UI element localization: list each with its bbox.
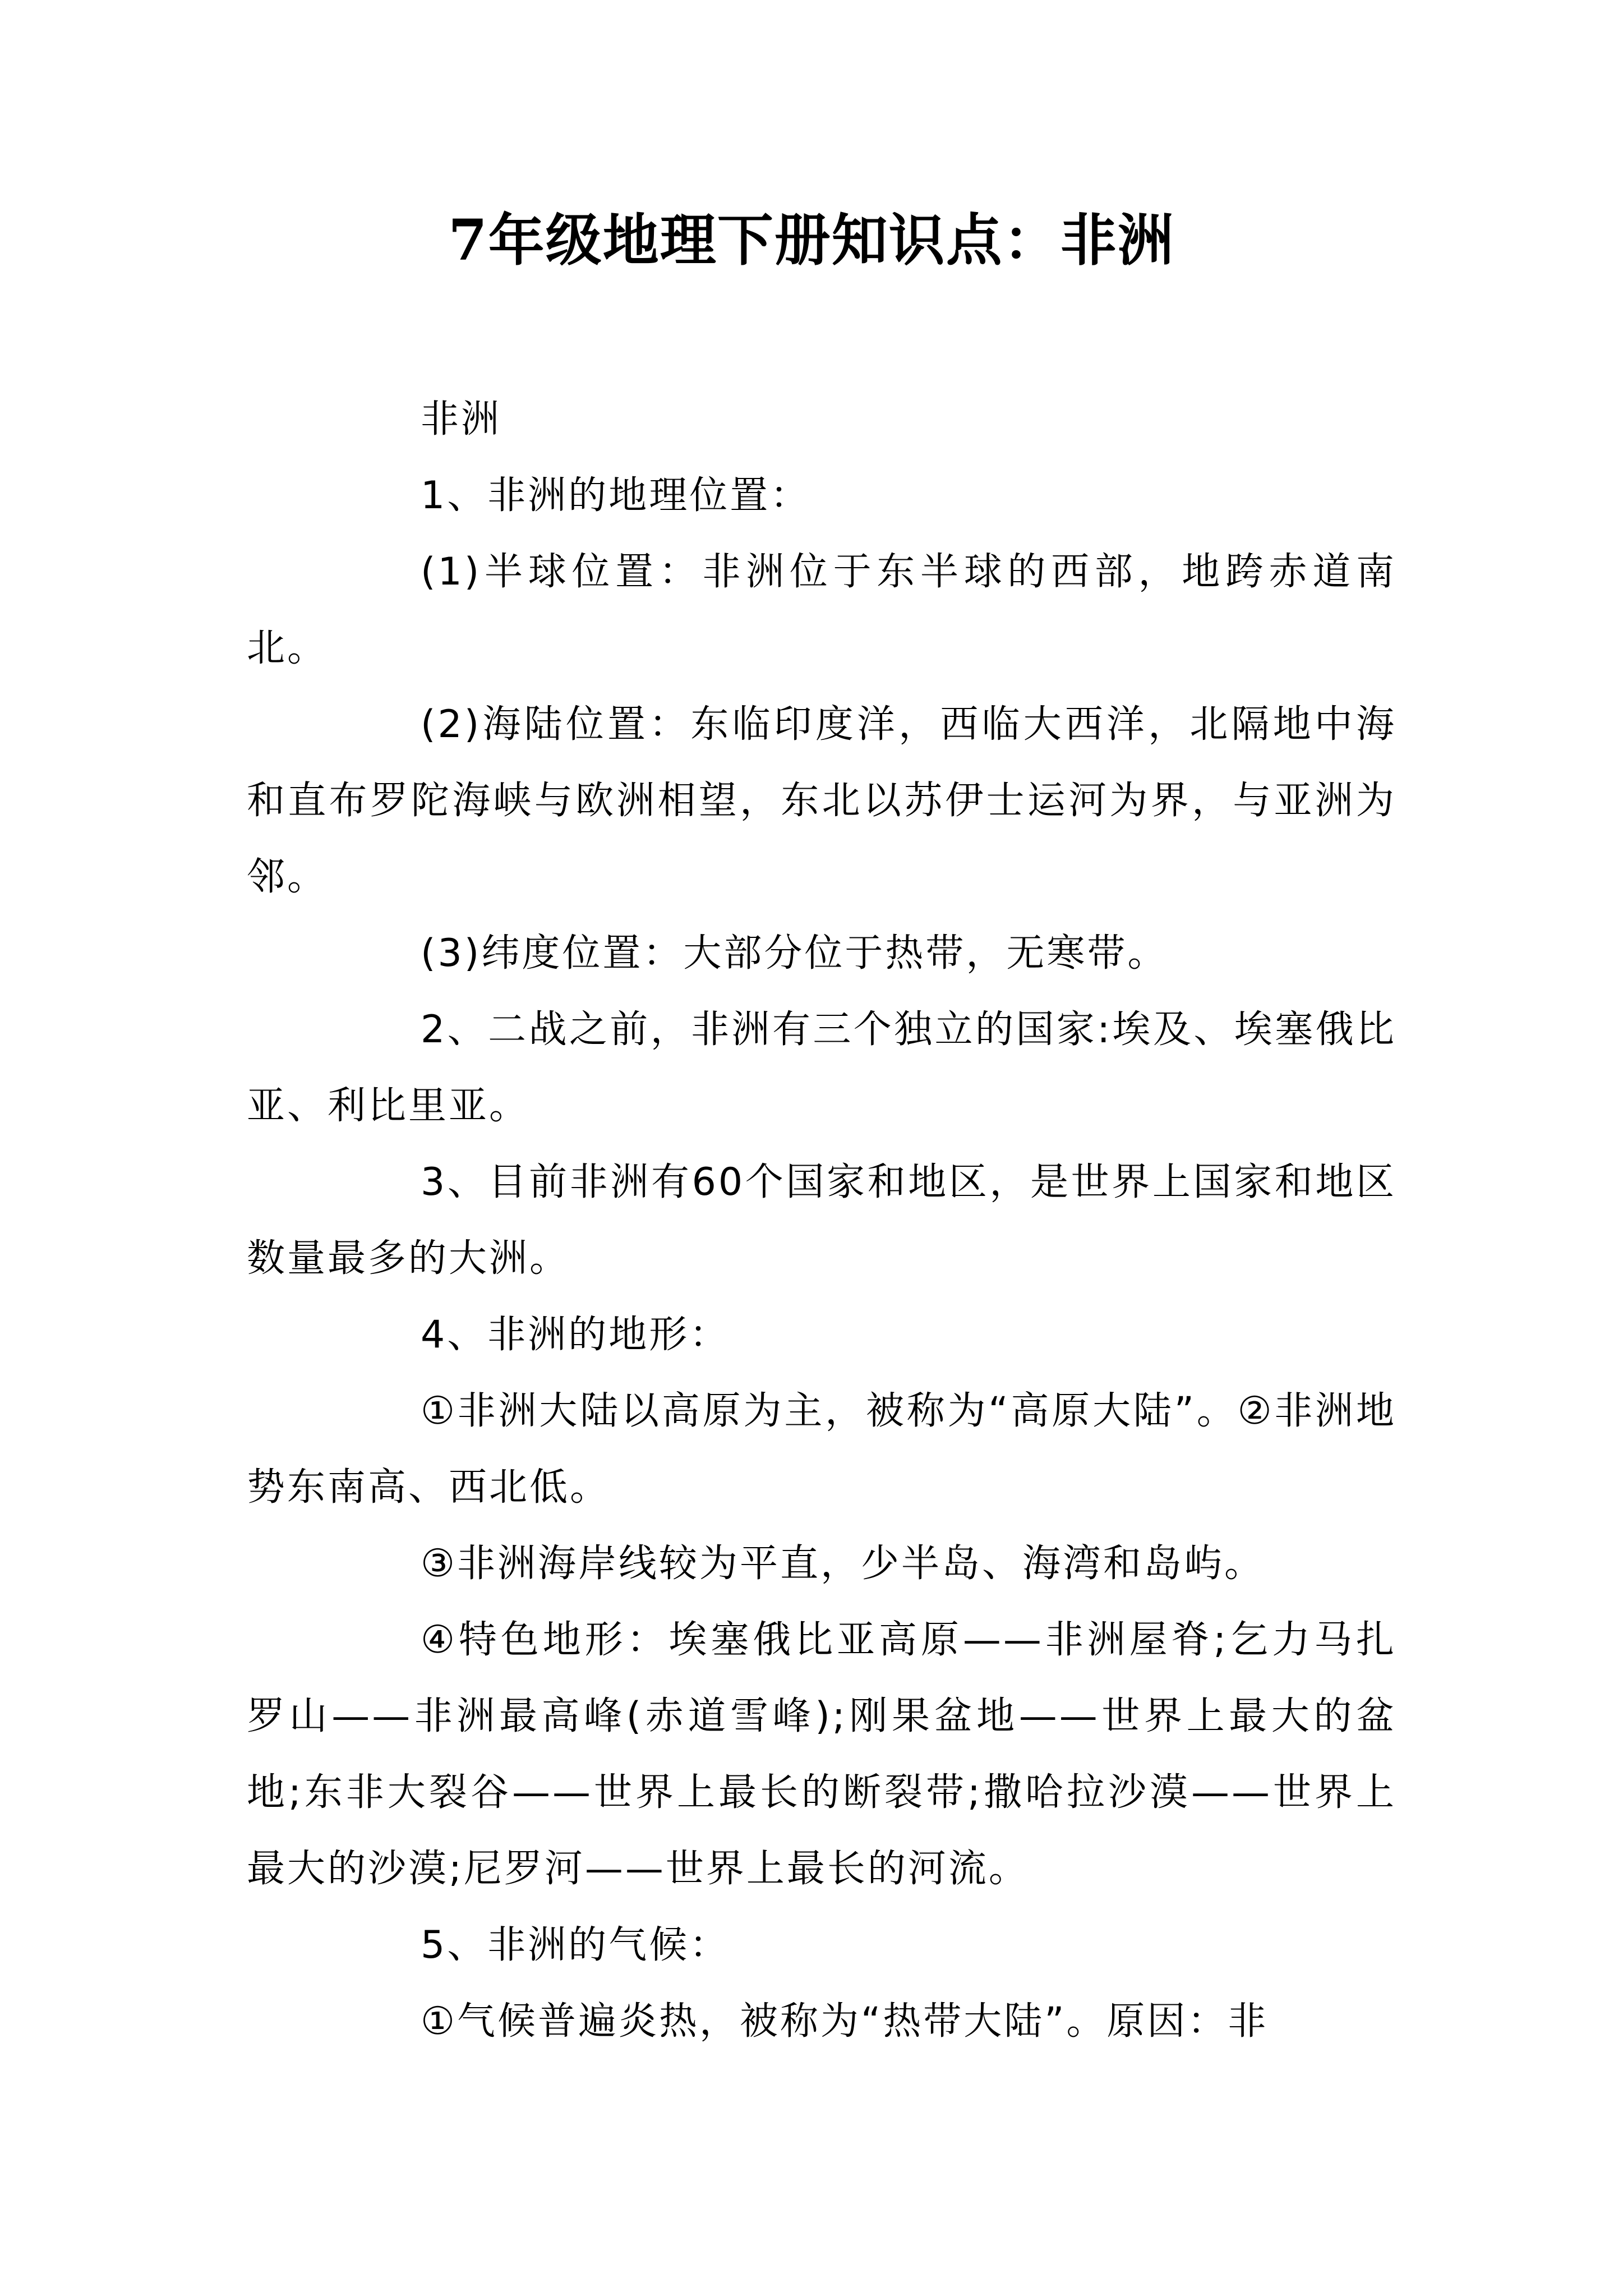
paragraph-1: 1、非洲的地理位置： bbox=[421, 473, 811, 518]
paragraph-9: ③非洲海岸线较为平直，少半岛、海湾和岛屿。 bbox=[421, 1542, 1265, 1586]
paragraph-11: 5、非洲的气候： bbox=[421, 1923, 730, 1967]
paragraph-3: (2)海陆位置：东临印度洋，西临大西洋，北隔地中海和直布罗陀海峡与欧洲相望，东北以苏伊士运河为界，与亚洲为邻。 bbox=[247, 702, 1396, 899]
paragraph-2: (1)半球位置：非洲位于东半球的西部，地跨赤道南北。 bbox=[247, 550, 1396, 670]
paragraph-12: ①气候普遍炎热，被称为“热带大陆”。原因：非 bbox=[421, 1999, 1269, 2044]
paragraph-6: 3、目前非洲有60个国家和地区，是世界上国家和地区数量最多的大洲。 bbox=[247, 1160, 1396, 1281]
document-title: 7年级地理下册知识点：非洲 bbox=[448, 207, 1175, 273]
paragraph-heading: 非洲 bbox=[421, 397, 502, 441]
paragraph-8: ①非洲大陆以高原为主，被称为“高原大陆”。②非洲地势东南高、西北低。 bbox=[247, 1389, 1396, 1510]
paragraph-4: (3)纬度位置：大部分位于热带，无寒带。 bbox=[421, 931, 1168, 976]
paragraph-7: 4、非洲的地形： bbox=[421, 1313, 730, 1357]
paragraph-10: ④特色地形：埃塞俄比亚高原——非洲屋脊;乞力马扎罗山——非洲最高峰(赤道雪峰);刚果盆地——世界上最大的盆地;东非大裂谷——世界上最长的断裂带;撒哈拉沙漠——世界上最大的沙漠;尼罗河——世界上最长的河流。 bbox=[247, 1618, 1396, 1891]
paragraph-5: 2、二战之前，非洲有三个独立的国家:埃及、埃塞俄比亚、利比里亚。 bbox=[247, 1007, 1396, 1128]
